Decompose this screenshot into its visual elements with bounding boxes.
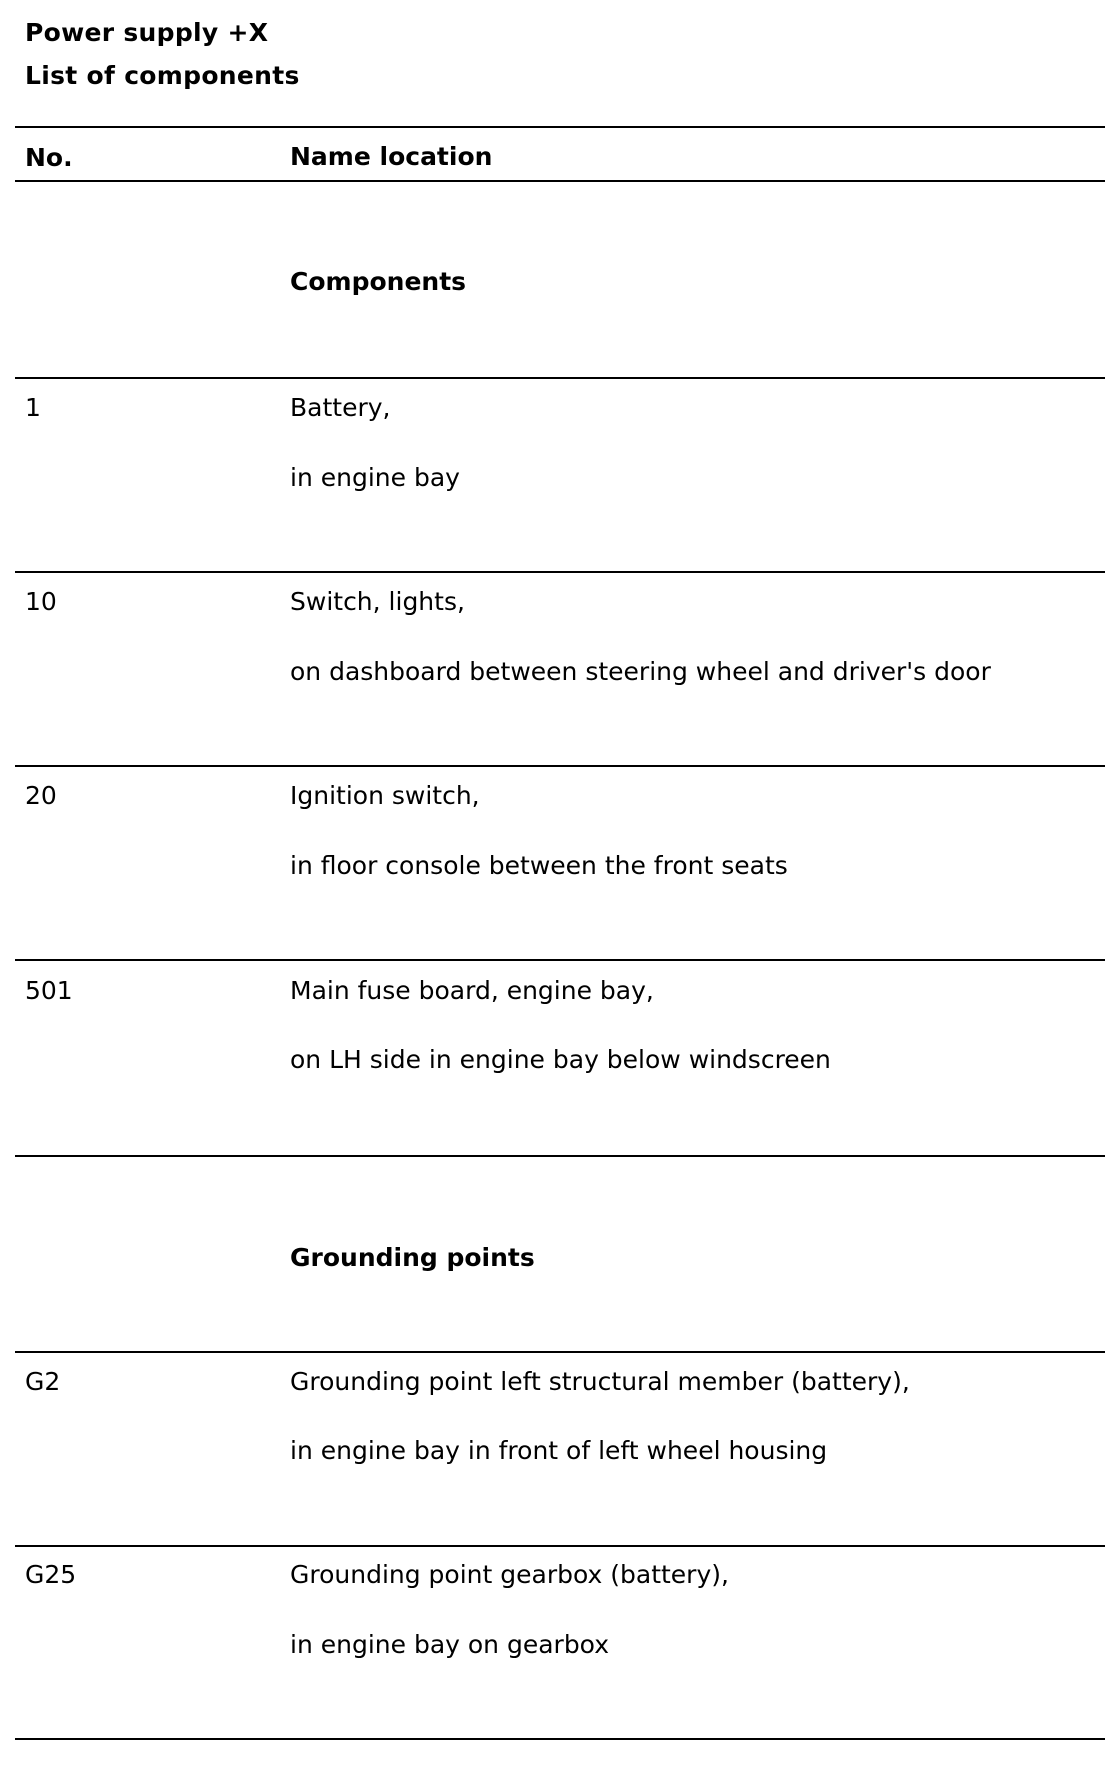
- document-title: Power supply +X: [25, 18, 269, 47]
- column-header-name-location: Name location: [290, 142, 493, 171]
- row-location: in engine bay in front of left wheel housing: [290, 1436, 828, 1465]
- row-divider: [15, 1351, 1105, 1353]
- row-name: Grounding point gearbox (battery),: [290, 1560, 729, 1589]
- row-divider: [15, 571, 1105, 573]
- table-top-rule: [15, 126, 1105, 128]
- row-name: Battery,: [290, 393, 391, 422]
- table-bottom-rule: [15, 1738, 1105, 1740]
- row-location: on dashboard between steering wheel and driver's door: [290, 657, 991, 686]
- row-location: on LH side in engine bay below windscreen: [290, 1045, 831, 1074]
- row-number: 20: [25, 781, 57, 810]
- section-heading-components: Components: [290, 267, 467, 296]
- row-name: Grounding point left structural member (battery),: [290, 1367, 910, 1396]
- row-divider: [15, 1155, 1105, 1157]
- row-number: 1: [25, 393, 41, 422]
- row-divider: [15, 377, 1105, 379]
- row-location: in engine bay on gearbox: [290, 1630, 610, 1659]
- row-name: Switch, lights,: [290, 587, 465, 616]
- row-location: in engine bay: [290, 463, 460, 492]
- row-name: Ignition switch,: [290, 781, 480, 810]
- row-name: Main fuse board, engine bay,: [290, 976, 654, 1005]
- section-heading-grounding-points: Grounding points: [290, 1243, 535, 1272]
- row-number: 10: [25, 587, 57, 616]
- document-subtitle: List of components: [25, 61, 300, 90]
- row-divider: [15, 959, 1105, 961]
- row-divider: [15, 1545, 1105, 1547]
- row-number: 501: [25, 976, 73, 1005]
- column-header-no: No.: [25, 143, 73, 172]
- row-location: in floor console between the front seats: [290, 851, 788, 880]
- header-bottom-rule: [15, 180, 1105, 182]
- row-number: G2: [25, 1367, 61, 1396]
- row-divider: [15, 765, 1105, 767]
- row-number: G25: [25, 1560, 77, 1589]
